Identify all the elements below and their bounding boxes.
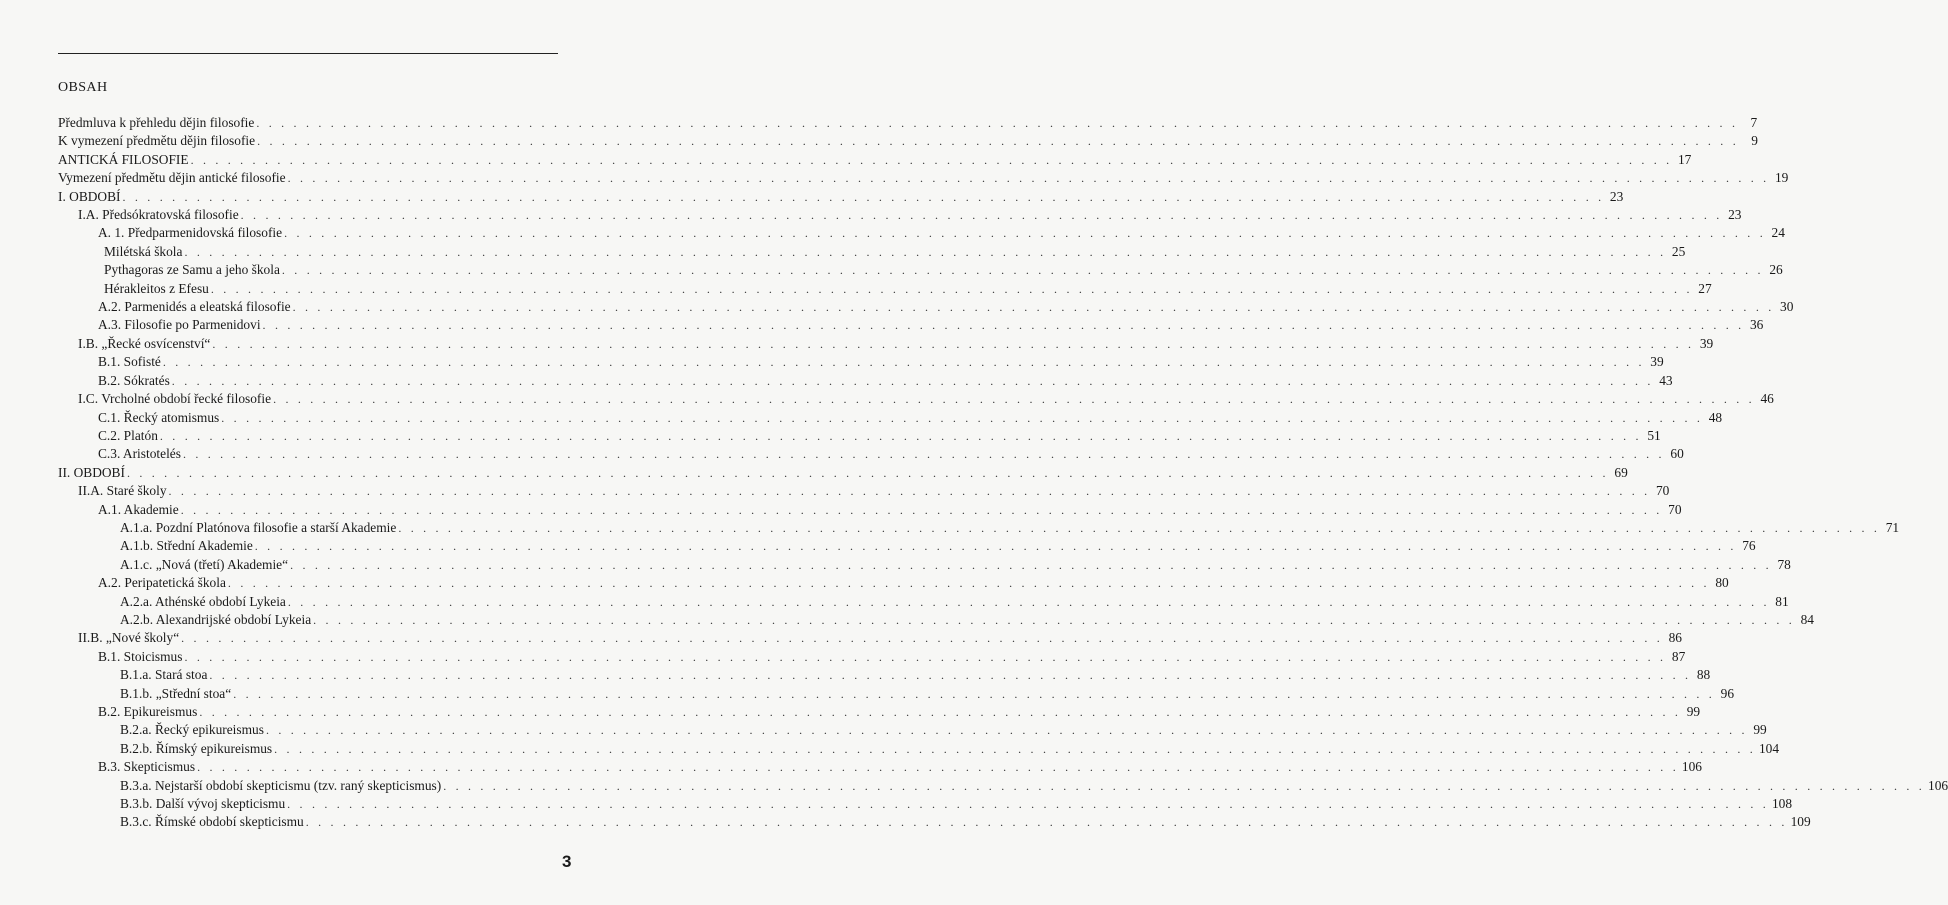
toc-entry-label: A.2. Parmenidés a eleatská filosofie	[98, 299, 291, 315]
toc-entry	[58, 298, 1794, 316]
toc-entry	[58, 574, 1729, 592]
toc-entry	[58, 372, 1673, 390]
dot-leader: . . . . . . . . . . . . . . . . . . . . . . . . . . . . . . . . . . . . . . . . . . . . . . . . . . . . . . . . . . . . . . . . . . . . . . . . . . . . . . . . . . . . . . . . . . . . . . . . . . . . . . . . . . . . . . . . . . . . . . . .	[126, 465, 1609, 480]
toc-entry-label: A.3. Filosofie po Parmenidovi	[98, 317, 261, 333]
toc-entry-page: 106	[1928, 777, 1948, 793]
toc-entry-page: 96	[1720, 685, 1735, 701]
dot-leader: . . . . . . . . . . . . . . . . . . . . . . . . . . . . . . . . . . . . . . . . . . . . . . . . . . . . . . . . . . . . . . . . . . . . . . . . . . . . . . . . . . . . . . . . . . . . . . . . . . . . . . . . . . . . . . . . . . . . . . . .	[162, 355, 1645, 370]
toc-entry-page: 43	[1659, 372, 1673, 388]
toc-entry	[58, 740, 1780, 758]
dot-leader: . . . . . . . . . . . . . . . . . . . . . . . . . . . . . . . . . . . . . . . . . . . . . . . . . . . . . . . . . . . . . . . . . . . . . . . . . . . . . . . . . . . . . . . . . . . . . . . . . . . . . . . . . . . . . . . . . . . . . . . .	[212, 336, 1695, 351]
dot-leader: . . . . . . . . . . . . . . . . . . . . . . . . . . . . . . . . . . . . . . . . . . . . . . . . . . . . . . . . . . . . . . . . . . . . . . . . . . . . . . . . . . . . . . . . . . . . . . . . . . . . . . . . . . . . . . . . . . . . . . . .	[190, 152, 1673, 167]
top-rule	[58, 53, 558, 54]
toc-entry-label: C.3. Aristotelés	[98, 446, 181, 462]
toc-entry	[58, 813, 1811, 831]
toc-entry	[58, 206, 1742, 224]
toc-entry-page: 80	[1715, 575, 1729, 591]
toc-entry	[58, 316, 1764, 334]
toc-entry-page: 48	[1708, 409, 1723, 425]
dot-leader: . . . . . . . . . . . . . . . . . . . . . . . . . . . . . . . . . . . . . . . . . . . . . . . . . . . . . . . . . . . . . . . . . . . . . . . . . . . . . . . . . . . . . . . . . . . . . . . . . . . . . . . . . . . . . . . . . . . . . . . .	[290, 557, 1772, 572]
toc-entry-page: 88	[1696, 667, 1711, 683]
toc-entry-page: 108	[1771, 796, 1793, 812]
toc-entry	[58, 427, 1661, 445]
toc-entry	[58, 629, 1682, 647]
toc-entry	[58, 335, 1714, 353]
toc-entry-page: 99	[1686, 704, 1701, 719]
toc-entry-page: 76	[1742, 538, 1756, 554]
toc-entry-label: Vymezení předmětu dějin antické filosofie	[58, 170, 286, 186]
dot-leader: . . . . . . . . . . . . . . . . . . . . . . . . . . . . . . . . . . . . . . . . . . . . . . . . . . . . . . . . . . . . . . . . . . . . . . . . . . . . . . . . . . . . . . . . . . . . . . . . . . . . . . . . . . . . . . . . . . . . . . . .	[287, 171, 1770, 186]
toc-entry-page: 71	[1885, 519, 1900, 535]
dot-leader: . . . . . . . . . . . . . . . . . . . . . . . . . . . . . . . . . . . . . . . . . . . . . . . . . . . . . . . . . . . . . . . . . . . . . . . . . . . . . . . . . . . . . . . . . . . . . . . . . . . . . . . . . . . . . . . . . . . . . . . .	[210, 281, 1693, 296]
dot-leader: . . . . . . . . . . . . . . . . . . . . . . . . . . . . . . . . . . . . . . . . . . . . . . . . . . . . . . . . . . . . . . . . . . . . . . . . . . . . . . . . . . . . . . . . . . . . . . . . . . . . . . . . . . . . . . . . . . . . . . . .	[233, 686, 1716, 701]
toc-entry-page: 24	[1771, 225, 1785, 241]
toc-entry-label: B.2. Epikureismus	[98, 704, 198, 719]
toc-entry-label: II.B. „Nové školy“	[78, 630, 180, 646]
dot-leader: . . . . . . . . . . . . . . . . . . . . . . . . . . . . . . . . . . . . . . . . . . . . . . . . . . . . . . . . . . . . . . . . . . . . . . . . . . . . . . . . . . . . . . . . . . . . . . . . . . . . . . . . . . . . . . . . . . . . . . . .	[168, 484, 1651, 499]
dot-leader: . . . . . . . . . . . . . . . . . . . . . . . . . . . . . . . . . . . . . . . . . . . . . . . . . . . . . . . . . . . . . . . . . . . . . . . . . . . . . . . . . . . . . . . . . . . . . . . . . . . . . . . . . . . . . . . . . . . . . . . .	[227, 576, 1710, 591]
toc-entry	[58, 261, 1783, 279]
toc-entry-page: 27	[1698, 280, 1712, 296]
toc-entry	[58, 445, 1684, 463]
toc-entry	[58, 795, 1793, 813]
toc-entry	[58, 611, 1814, 629]
toc-entry-page: 106	[1681, 759, 1702, 775]
toc-entry	[58, 280, 1712, 298]
toc-entry	[58, 169, 1789, 187]
toc-entry-page: 19	[1774, 170, 1789, 186]
toc-entry	[58, 648, 1686, 666]
toc-entry-label: C.2. Platón	[98, 427, 158, 443]
dot-leader: . . . . . . . . . . . . . . . . . . . . . . . . . . . . . . . . . . . . . . . . . . . . . . . . . . . . . . . . . . . . . . . . . . . . . . . . . . . . . . . . . . . . . . . . . . . . . . . . . . . . . . . . . . . . . . . . . . . . . . . .	[199, 705, 1682, 719]
toc-entry-page: 17	[1677, 151, 1692, 167]
toc-entry-label: Milétská škola	[104, 243, 183, 259]
toc-entry-label: A.2. Peripatetická škola	[98, 575, 226, 591]
toc-entry-label: B.2.a. Řecký epikureismus	[120, 722, 264, 738]
toc-entry	[58, 501, 1682, 519]
toc-entry-page: 39	[1699, 335, 1714, 351]
toc-entry-page: 9	[1751, 133, 1758, 149]
toc-entry-label: I.A. Předsókratovská filosofie	[78, 207, 239, 223]
toc-entry	[58, 243, 1686, 261]
table-of-contents	[58, 114, 1948, 832]
dot-leader: . . . . . . . . . . . . . . . . . . . . . . . . . . . . . . . . . . . . . . . . . . . . . . . . . . . . . . . . . . . . . . . . . . . . . . . . . . . . . . . . . . . . . . . . . . . . . . . . . . . . . . . . . . . . . . . . . . . . . . . .	[182, 447, 1665, 462]
toc-entry	[58, 556, 1791, 574]
toc-entry-label: A.1.c. „Nová (třetí) Akademie“	[120, 556, 289, 572]
toc-entry-label: B.2.b. Římský epikureismus	[120, 740, 273, 756]
toc-entry-page: 109	[1790, 814, 1811, 830]
toc-entry	[58, 721, 1767, 739]
toc-entry	[58, 409, 1723, 427]
dot-leader: . . . . . . . . . . . . . . . . . . . . . . . . . . . . . . . . . . . . . . . . . . . . . . . . . . . . . . . . . . . . . . . . . . . . . . . . . . . . . . . . . . . . . . . . . . . . . . . . . . . . . . . . . . . . . . . . . . . . . . . .	[398, 520, 1881, 535]
dot-leader: . . . . . . . . . . . . . . . . . . . . . . . . . . . . . . . . . . . . . . . . . . . . . . . . . . . . . . . . . . . . . . . . . . . . . . . . . . . . . . . . . . . . . . . . . . . . . . . . . . . . . . . . . . . . . . . . . . . . . . . .	[209, 668, 1692, 683]
dot-leader: . . . . . . . . . . . . . . . . . . . . . . . . . . . . . . . . . . . . . . . . . . . . . . . . . . . . . . . . . . . . . . . . . . . . . . . . . . . . . . . . . . . . . . . . . . . . . . . . . . . . . . . . . . . . . . . . . . . . . . . .	[305, 815, 1788, 830]
toc-entry-page: 78	[1777, 556, 1791, 572]
toc-entry	[58, 537, 1756, 555]
dot-leader: . . . . . . . . . . . . . . . . . . . . . . . . . . . . . . . . . . . . . . . . . . . . . . . . . . . . . . . . . . . . . . . . . . . . . . . . . . . . . . . . . . . . . . . . . . . . . . . . . . . . . . . . . . . . . . . . . . . . . . . .	[287, 797, 1769, 812]
toc-entry-label: K vymezení předmětu dějin filosofie	[58, 133, 256, 149]
dot-leader: . . . . . . . . . . . . . . . . . . . . . . . . . . . . . . . . . . . . . . . . . . . . . . . . . . . . . . . . . . . . . . . . . . . . . . . . . . . . . . . . . . . . . . . . . . . . . . . . . . . . . . . . . . . . . . . . . . . . . . . .	[257, 134, 1739, 149]
toc-entry-page: 104	[1758, 740, 1780, 756]
toc-entry-page: 81	[1775, 593, 1789, 609]
toc-entry-label: B.3. Skepticismus	[98, 759, 196, 775]
toc-entry-page: 7	[1750, 115, 1758, 130]
dot-leader: . . . . . . . . . . . . . . . . . . . . . . . . . . . . . . . . . . . . . . . . . . . . . . . . . . . . . . . . . . . . . . . . . . . . . . . . . . . . . . . . . . . . . . . . . . . . . . . . . . . . . . . . . . . . . . . . . . . . . . . .	[287, 594, 1770, 609]
toc-entry-label: B.3.c. Římské období skepticismu	[120, 814, 304, 830]
dot-leader: . . . . . . . . . . . . . . . . . . . . . . . . . . . . . . . . . . . . . . . . . . . . . . . . . . . . . . . . . . . . . . . . . . . . . . . . . . . . . . . . . . . . . . . . . . . . . . . . . . . . . . . . . . . . . . . . . . . . . . . .	[256, 116, 1739, 130]
toc-entry-label: B.3.a. Nejstarší období skepticismu (tzv. raný skepticismus)	[120, 777, 442, 793]
toc-entry-page: 99	[1753, 722, 1767, 738]
dot-leader: . . . . . . . . . . . . . . . . . . . . . . . . . . . . . . . . . . . . . . . . . . . . . . . . . . . . . . . . . . . . . . . . . . . . . . . . . . . . . . . . . . . . . . . . . . . . . . . . . . . . . . . . . . . . . . . . . . . . . . . .	[184, 244, 1667, 259]
toc-entry-label: C.1. Řecký atomismus	[98, 409, 220, 425]
toc-entry-page: 39	[1650, 354, 1664, 370]
toc-entry-label: B.3.b. Další vývoj skepticismu	[120, 796, 286, 812]
toc-entry	[58, 482, 1670, 500]
toc-entry	[58, 224, 1785, 242]
toc-entry	[58, 777, 1948, 795]
toc-entry	[58, 685, 1735, 703]
toc-entry-label: B.1. Sofisté	[98, 354, 161, 370]
toc-entry	[58, 114, 1758, 132]
dot-leader: . . . . . . . . . . . . . . . . . . . . . . . . . . . . . . . . . . . . . . . . . . . . . . . . . . . . . . . . . . . . . . . . . . . . . . . . . . . . . . . . . . . . . . . . . . . . . . . . . . . . . . . . . . . . . . . . . . . . . . . .	[262, 318, 1745, 333]
toc-entry-label: ANTICKÁ FILOSOFIE	[58, 151, 189, 167]
toc-entry-page: 51	[1647, 427, 1661, 443]
toc-entry-label: B.1.b. „Střední stoa“	[120, 685, 232, 701]
toc-entry-page: 60	[1670, 446, 1684, 462]
toc-entry-label: A. 1. Předparmenidovská filosofie	[98, 225, 283, 241]
toc-entry-label: Předmluva k přehledu dějin filosofie	[58, 115, 255, 130]
toc-entry-label: II. OBDOBÍ	[58, 464, 125, 480]
toc-entry-label: A.1.b. Střední Akademie	[120, 538, 253, 554]
dot-leader: . . . . . . . . . . . . . . . . . . . . . . . . . . . . . . . . . . . . . . . . . . . . . . . . . . . . . . . . . . . . . . . . . . . . . . . . . . . . . . . . . . . . . . . . . . . . . . . . . . . . . . . . . . . . . . . . . . . . . . . .	[443, 778, 1926, 793]
toc-entry-label: B.1. Stoicismus	[98, 648, 183, 664]
dot-leader: . . . . . . . . . . . . . . . . . . . . . . . . . . . . . . . . . . . . . . . . . . . . . . . . . . . . . . . . . . . . . . . . . . . . . . . . . . . . . . . . . . . . . . . . . . . . . . . . . . . . . . . . . . . . . . . . . . . . . . . .	[221, 410, 1704, 425]
dot-leader: . . . . . . . . . . . . . . . . . . . . . . . . . . . . . . . . . . . . . . . . . . . . . . . . . . . . . . . . . . . . . . . . . . . . . . . . . . . . . . . . . . . . . . . . . . . . . . . . . . . . . . . . . . . . . . . . . . . . . . . .	[181, 631, 1663, 646]
toc-entry-page: 26	[1769, 262, 1783, 278]
toc-entry	[58, 758, 1702, 776]
dot-leader: . . . . . . . . . . . . . . . . . . . . . . . . . . . . . . . . . . . . . . . . . . . . . . . . . . . . . . . . . . . . . . . . . . . . . . . . . . . . . . . . . . . . . . . . . . . . . . . . . . . . . . . . . . . . . . . . . . . . . . . .	[281, 263, 1764, 278]
toc-entry	[58, 519, 1900, 537]
toc-entry-page: 46	[1760, 391, 1774, 407]
page-number: 3	[562, 852, 572, 871]
toc-entry-label: A.1. Akademie	[98, 501, 179, 517]
toc-entry-page: 70	[1668, 501, 1682, 517]
dot-leader: . . . . . . . . . . . . . . . . . . . . . . . . . . . . . . . . . . . . . . . . . . . . . . . . . . . . . . . . . . . . . . . . . . . . . . . . . . . . . . . . . . . . . . . . . . . . . . . . . . . . . . . . . . . . . . . . . . . . . . . .	[171, 373, 1654, 388]
toc-entry-label: A.2.a. Athénské období Lykeia	[120, 593, 286, 609]
toc-entry	[58, 666, 1711, 684]
toc-entry-label: II.A. Staré školy	[78, 483, 167, 499]
dot-leader: . . . . . . . . . . . . . . . . . . . . . . . . . . . . . . . . . . . . . . . . . . . . . . . . . . . . . . . . . . . . . . . . . . . . . . . . . . . . . . . . . . . . . . . . . . . . . . . . . . . . . . . . . . . . . . . . . . . . . . . .	[159, 428, 1642, 443]
dot-leader: . . . . . . . . . . . . . . . . . . . . . . . . . . . . . . . . . . . . . . . . . . . . . . . . . . . . . . . . . . . . . . . . . . . . . . . . . . . . . . . . . . . . . . . . . . . . . . . . . . . . . . . . . . . . . . . . . . . . . . . .	[180, 502, 1663, 517]
dot-leader: . . . . . . . . . . . . . . . . . . . . . . . . . . . . . . . . . . . . . . . . . . . . . . . . . . . . . . . . . . . . . . . . . . . . . . . . . . . . . . . . . . . . . . . . . . . . . . . . . . . . . . . . . . . . . . . . . . . . . . . .	[284, 226, 1766, 241]
toc-entry	[58, 390, 1774, 408]
toc-entry-label: I.B. „Řecké osvícenství“	[78, 335, 211, 351]
toc-entry-page: 86	[1668, 630, 1682, 646]
dot-leader: . . . . . . . . . . . . . . . . . . . . . . . . . . . . . . . . . . . . . . . . . . . . . . . . . . . . . . . . . . . . . . . . . . . . . . . . . . . . . . . . . . . . . . . . . . . . . . . . . . . . . . . . . . . . . . . . . . . . . . . .	[273, 392, 1755, 407]
dot-leader: . . . . . . . . . . . . . . . . . . . . . . . . . . . . . . . . . . . . . . . . . . . . . . . . . . . . . . . . . . . . . . . . . . . . . . . . . . . . . . . . . . . . . . . . . . . . . . . . . . . . . . . . . . . . . . . . . . . . . . . .	[122, 189, 1605, 204]
dot-leader: . . . . . . . . . . . . . . . . . . . . . . . . . . . . . . . . . . . . . . . . . . . . . . . . . . . . . . . . . . . . . . . . . . . . . . . . . . . . . . . . . . . . . . . . . . . . . . . . . . . . . . . . . . . . . . . . . . . . . . . .	[313, 612, 1795, 627]
dot-leader: . . . . . . . . . . . . . . . . . . . . . . . . . . . . . . . . . . . . . . . . . . . . . . . . . . . . . . . . . . . . . . . . . . . . . . . . . . . . . . . . . . . . . . . . . . . . . . . . . . . . . . . . . . . . . . . . . . . . . . . .	[254, 539, 1737, 554]
dot-leader: . . . . . . . . . . . . . . . . . . . . . . . . . . . . . . . . . . . . . . . . . . . . . . . . . . . . . . . . . . . . . . . . . . . . . . . . . . . . . . . . . . . . . . . . . . . . . . . . . . . . . . . . . . . . . . . . . . . . . . . .	[184, 649, 1667, 664]
toc-entry-page: 30	[1780, 299, 1794, 315]
toc-entry	[58, 464, 1628, 482]
toc-entry-page: 70	[1655, 483, 1670, 499]
toc-entry	[58, 353, 1664, 371]
toc-entry-page: 36	[1749, 317, 1764, 333]
toc-entry	[58, 593, 1789, 611]
toc-entry-page: 25	[1671, 243, 1686, 259]
toc-entry	[58, 703, 1701, 721]
toc-entry	[58, 151, 1692, 169]
toc-entry-page: 69	[1614, 464, 1628, 480]
dot-leader: . . . . . . . . . . . . . . . . . . . . . . . . . . . . . . . . . . . . . . . . . . . . . . . . . . . . . . . . . . . . . . . . . . . . . . . . . . . . . . . . . . . . . . . . . . . . . . . . . . . . . . . . . . . . . . . . . . . . . . . .	[274, 741, 1756, 756]
toc-entry-label: A.2.b. Alexandrijské období Lykeia	[120, 611, 312, 627]
dot-leader: . . . . . . . . . . . . . . . . . . . . . . . . . . . . . . . . . . . . . . . . . . . . . . . . . . . . . . . . . . . . . . . . . . . . . . . . . . . . . . . . . . . . . . . . . . . . . . . . . . . . . . . . . . . . . . . . . . . . . . . .	[197, 760, 1679, 775]
toc-entry-label: I.C. Vrcholné období řecké filosofie	[78, 391, 272, 407]
toc-entry	[58, 132, 1758, 150]
toc-entry-label: B.1.a. Stará stoa	[120, 667, 208, 683]
dot-leader: . . . . . . . . . . . . . . . . . . . . . . . . . . . . . . . . . . . . . . . . . . . . . . . . . . . . . . . . . . . . . . . . . . . . . . . . . . . . . . . . . . . . . . . . . . . . . . . . . . . . . . . . . . . . . . . . . . . . . . . .	[265, 723, 1748, 738]
toc-entry	[58, 188, 1624, 206]
toc-entry-label: A.1.a. Pozdní Platónova filosofie a starší Akademie	[120, 519, 397, 535]
dot-leader: . . . . . . . . . . . . . . . . . . . . . . . . . . . . . . . . . . . . . . . . . . . . . . . . . . . . . . . . . . . . . . . . . . . . . . . . . . . . . . . . . . . . . . . . . . . . . . . . . . . . . . . . . . . . . . . . . . . . . . . .	[292, 300, 1775, 315]
toc-entry-page: 84	[1800, 611, 1814, 627]
dot-leader: . . . . . . . . . . . . . . . . . . . . . . . . . . . . . . . . . . . . . . . . . . . . . . . . . . . . . . . . . . . . . . . . . . . . . . . . . . . . . . . . . . . . . . . . . . . . . . . . . . . . . . . . . . . . . . . . . . . . . . . .	[240, 208, 1723, 223]
toc-entry-label: Hérakleitos z Efesu	[104, 280, 209, 296]
toc-entry-label: Pythagoras ze Samu a jeho škola	[104, 262, 280, 278]
page-title: OBSAH	[58, 80, 108, 95]
toc-entry-label: I. OBDOBÍ	[58, 188, 121, 204]
toc-entry-page: 87	[1671, 648, 1686, 664]
toc-entry-page: 23	[1609, 188, 1624, 204]
toc-entry-page: 23	[1728, 207, 1742, 223]
toc-entry-label: B.2. Sókratés	[98, 372, 170, 388]
